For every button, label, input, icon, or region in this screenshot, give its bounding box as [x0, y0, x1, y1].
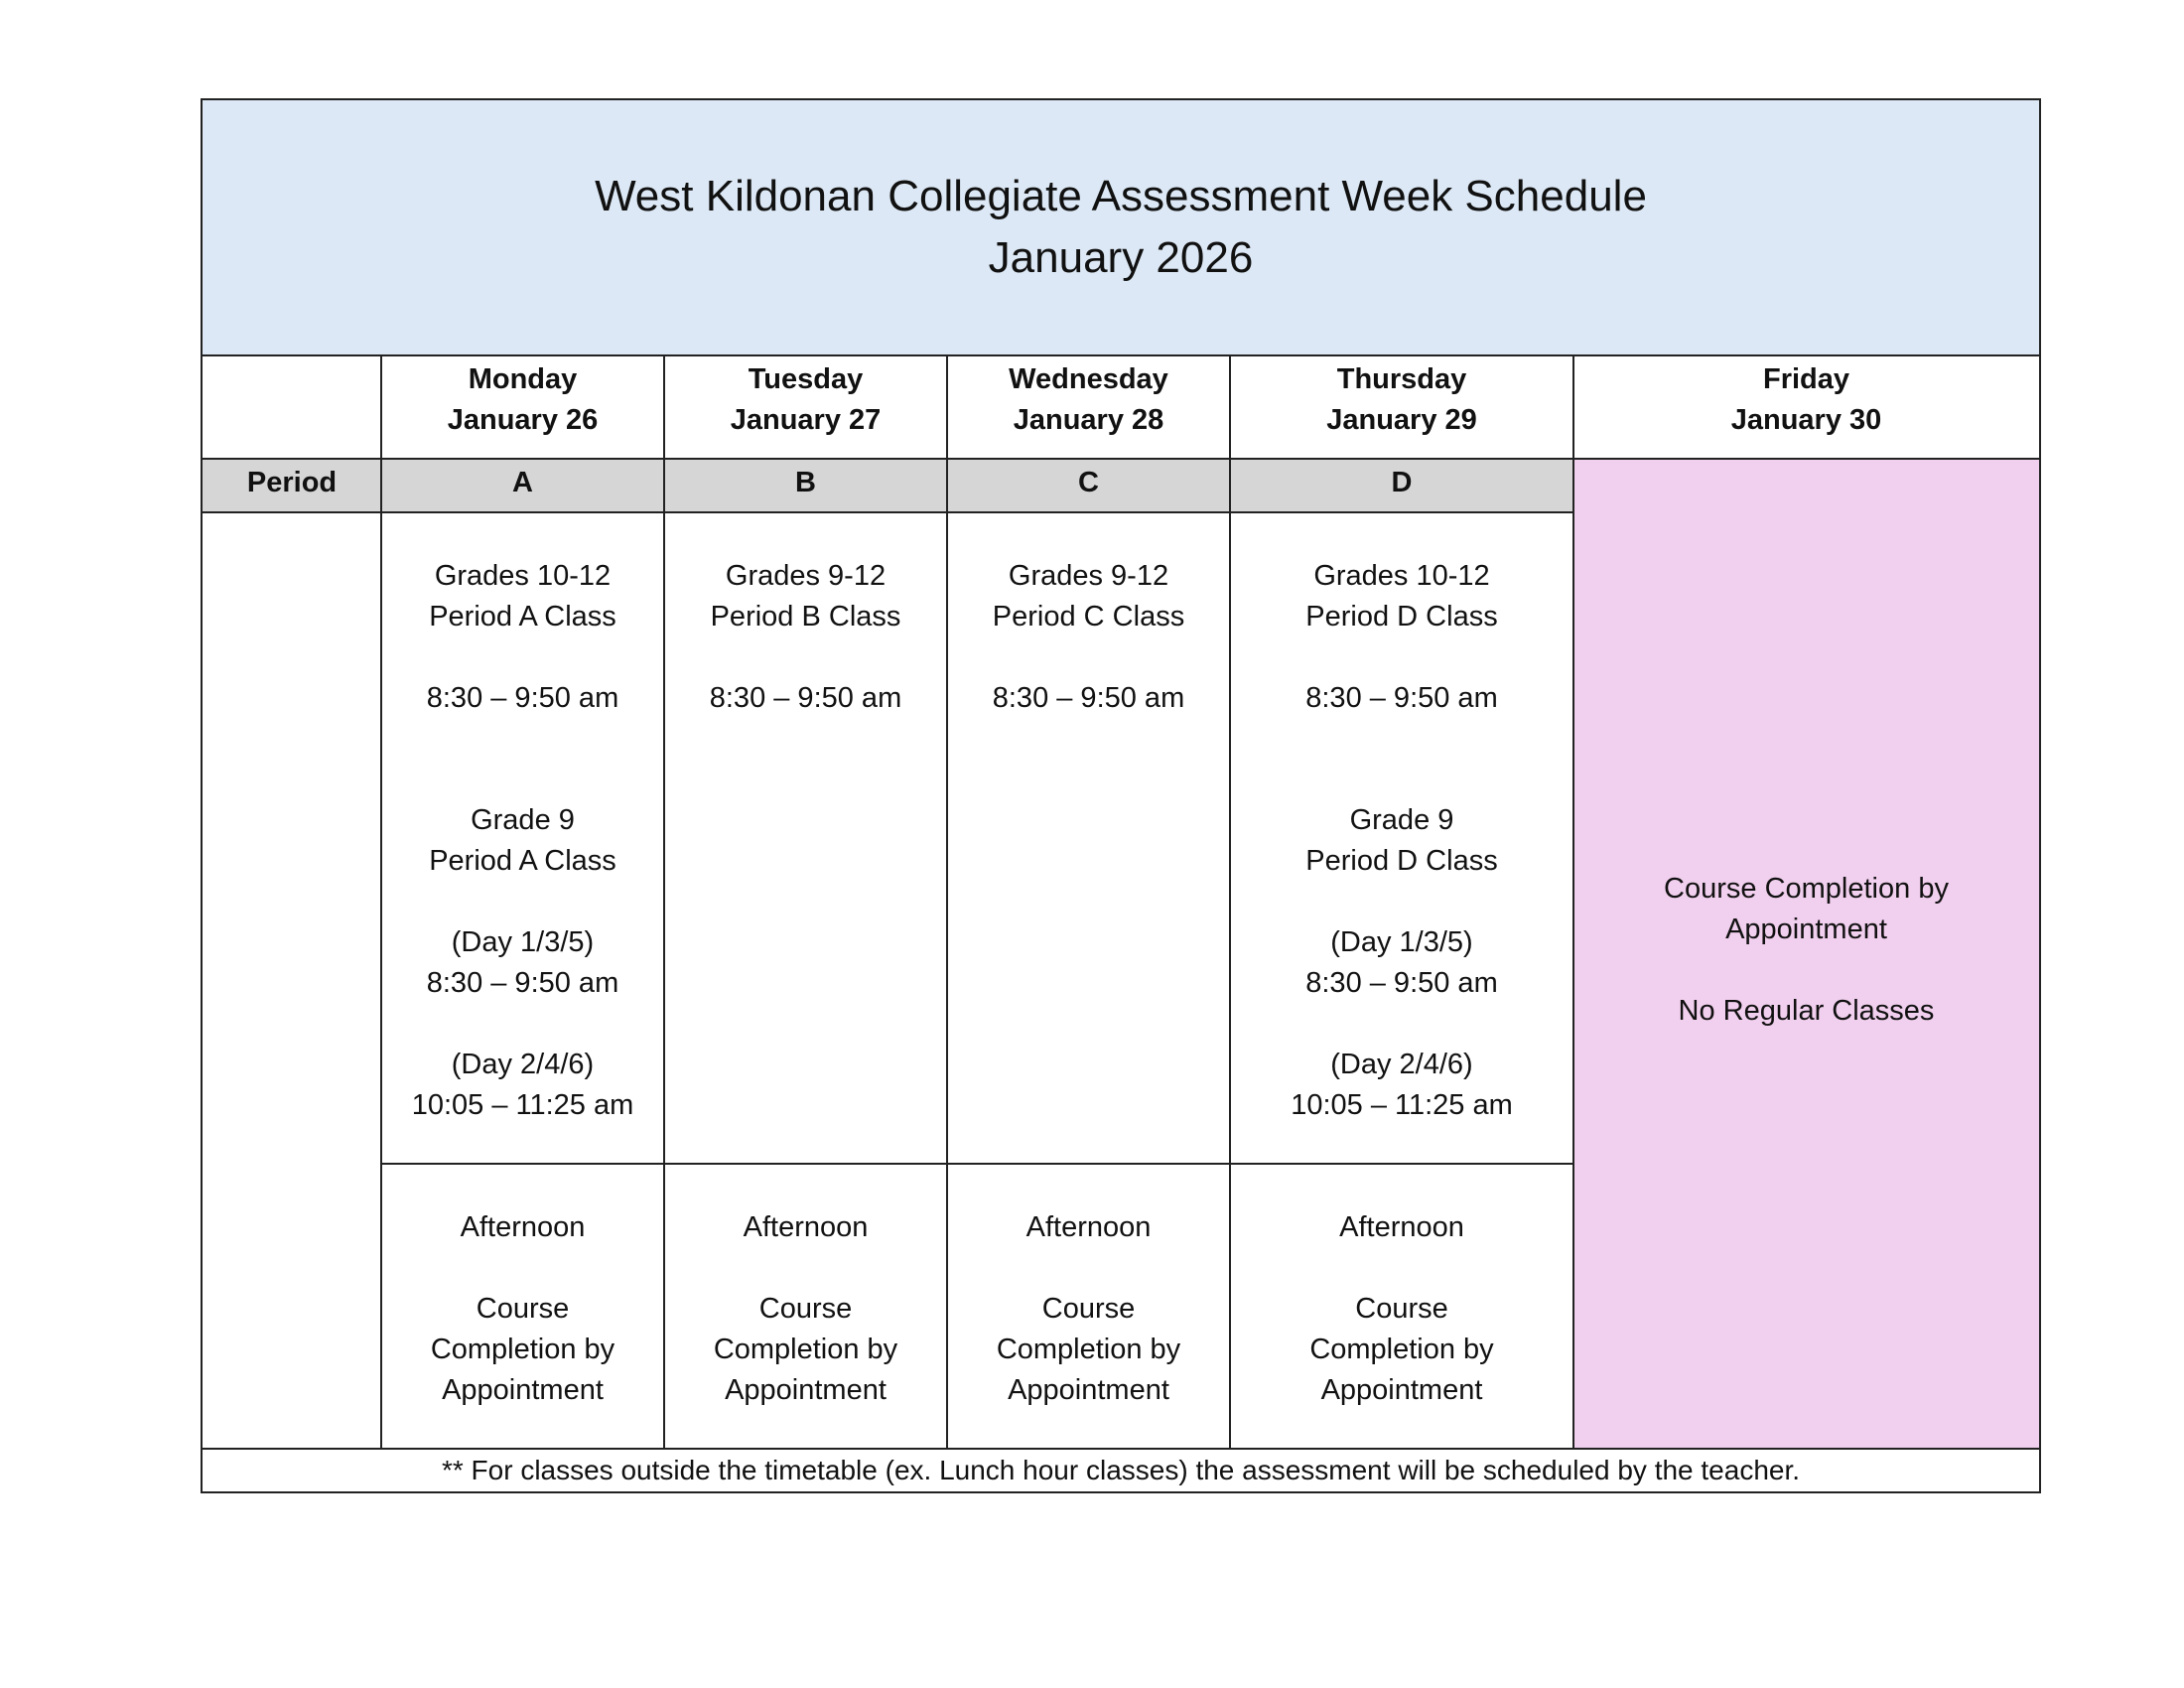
period-b-cell: B	[664, 460, 947, 513]
afternoon-heading: Afternoon	[460, 1211, 586, 1243]
afternoon-line: Completion by	[996, 1334, 1181, 1365]
day-date: January 29	[1326, 404, 1477, 436]
friday-cell	[1573, 460, 2039, 1448]
schedule-line: (Day 1/3/5)	[451, 926, 595, 958]
afternoon-heading: Afternoon	[1339, 1211, 1464, 1243]
schedule-line: 10:05 – 11:25 am	[1291, 1089, 1513, 1121]
schedule-line: 8:30 – 9:50 am	[1305, 967, 1498, 999]
day-header-monday	[381, 356, 664, 460]
grid-line	[380, 356, 382, 1448]
friday-line: Course Completion by	[1664, 872, 1949, 905]
schedule-line: Period B Class	[710, 601, 901, 633]
schedule-line: Grades 9-12	[1008, 560, 1169, 592]
day-date: January 28	[1013, 404, 1164, 436]
schedule-line: Period C Class	[992, 601, 1185, 633]
afternoon-line: Course	[1355, 1293, 1448, 1325]
day-header-tuesday	[664, 356, 947, 460]
period-label-cell: Period	[203, 460, 381, 513]
grid-line	[1572, 356, 1574, 1448]
friday-line: Appointment	[1725, 913, 1887, 945]
afternoon-cell-wednesday	[947, 1165, 1230, 1448]
grid-line	[381, 1163, 1573, 1165]
day-header-thursday	[1230, 356, 1573, 460]
day-name: Thursday	[1336, 363, 1467, 395]
afternoon-line: Appointment	[725, 1374, 887, 1406]
header-blank-cell	[203, 356, 381, 460]
afternoon-line: Appointment	[1320, 1374, 1483, 1406]
afternoon-cell-thursday	[1230, 1165, 1573, 1448]
day-name: Friday	[1762, 363, 1850, 395]
schedule-line: Grades 9-12	[725, 560, 887, 592]
schedule-line: Grade 9	[471, 804, 575, 836]
day-name: Wednesday	[1009, 363, 1168, 395]
morning-cell-wednesday	[947, 513, 1230, 1163]
footnote: ** For classes outside the timetable (ex. Lunch hour classes) the assessment will be scheduled by the teacher.	[203, 1448, 2039, 1491]
afternoon-line: Appointment	[1008, 1374, 1169, 1406]
schedule-line: Period D Class	[1305, 845, 1498, 877]
afternoon-line: Course	[758, 1293, 853, 1325]
afternoon-cell-tuesday	[664, 1165, 947, 1448]
schedule-line: (Day 1/3/5)	[1330, 926, 1473, 958]
schedule-title: West Kildonan Collegiate Assessment Week Schedule	[595, 172, 1647, 220]
schedule-line: Grades 10-12	[434, 560, 612, 592]
schedule-line: 8:30 – 9:50 am	[426, 967, 619, 999]
title-band	[203, 100, 2039, 356]
day-header-wednesday	[947, 356, 1230, 460]
schedule-line: 8:30 – 9:50 am	[1305, 682, 1498, 714]
morning-cell-thursday	[1230, 513, 1573, 1163]
schedule-line: Grade 9	[1349, 804, 1454, 836]
afternoon-cell-monday	[381, 1165, 664, 1448]
schedule-line: Period D Class	[1305, 601, 1498, 633]
schedule-month: January 2026	[988, 233, 1254, 282]
afternoon-heading: Afternoon	[1025, 1211, 1152, 1243]
schedule-line: (Day 2/4/6)	[1330, 1049, 1473, 1080]
period-a-cell: A	[381, 460, 664, 513]
schedule-line: Period A Class	[429, 845, 616, 877]
afternoon-line: Completion by	[713, 1334, 898, 1365]
day-name: Tuesday	[748, 363, 864, 395]
morning-cell-monday	[381, 513, 664, 1163]
day-name: Monday	[468, 363, 578, 395]
afternoon-line: Course	[1041, 1293, 1136, 1325]
schedule-line: 8:30 – 9:50 am	[709, 682, 902, 714]
schedule-line: Grades 10-12	[1313, 560, 1490, 592]
day-date: January 26	[447, 404, 599, 436]
afternoon-line: Course	[476, 1293, 570, 1325]
schedule-line: Period A Class	[429, 601, 616, 633]
schedule-line: 10:05 – 11:25 am	[411, 1089, 634, 1121]
grid-line	[1229, 356, 1231, 1448]
morning-cell-tuesday	[664, 513, 947, 1163]
schedule-table	[201, 98, 2041, 1493]
schedule-line: 8:30 – 9:50 am	[426, 682, 619, 714]
schedule-line: 8:30 – 9:50 am	[992, 682, 1185, 714]
day-date: January 30	[1730, 404, 1882, 436]
period-d-cell: D	[1230, 460, 1573, 513]
grid-line	[663, 356, 665, 1448]
afternoon-line: Completion by	[1309, 1334, 1494, 1365]
grid-line	[946, 356, 948, 1448]
friday-line: No Regular Classes	[1678, 994, 1935, 1027]
period-c-cell: C	[947, 460, 1230, 513]
day-header-friday	[1573, 356, 2039, 460]
afternoon-heading: Afternoon	[743, 1211, 869, 1243]
afternoon-line: Completion by	[430, 1334, 615, 1365]
schedule-line: (Day 2/4/6)	[451, 1049, 595, 1080]
day-date: January 27	[730, 404, 882, 436]
afternoon-line: Appointment	[442, 1374, 604, 1406]
